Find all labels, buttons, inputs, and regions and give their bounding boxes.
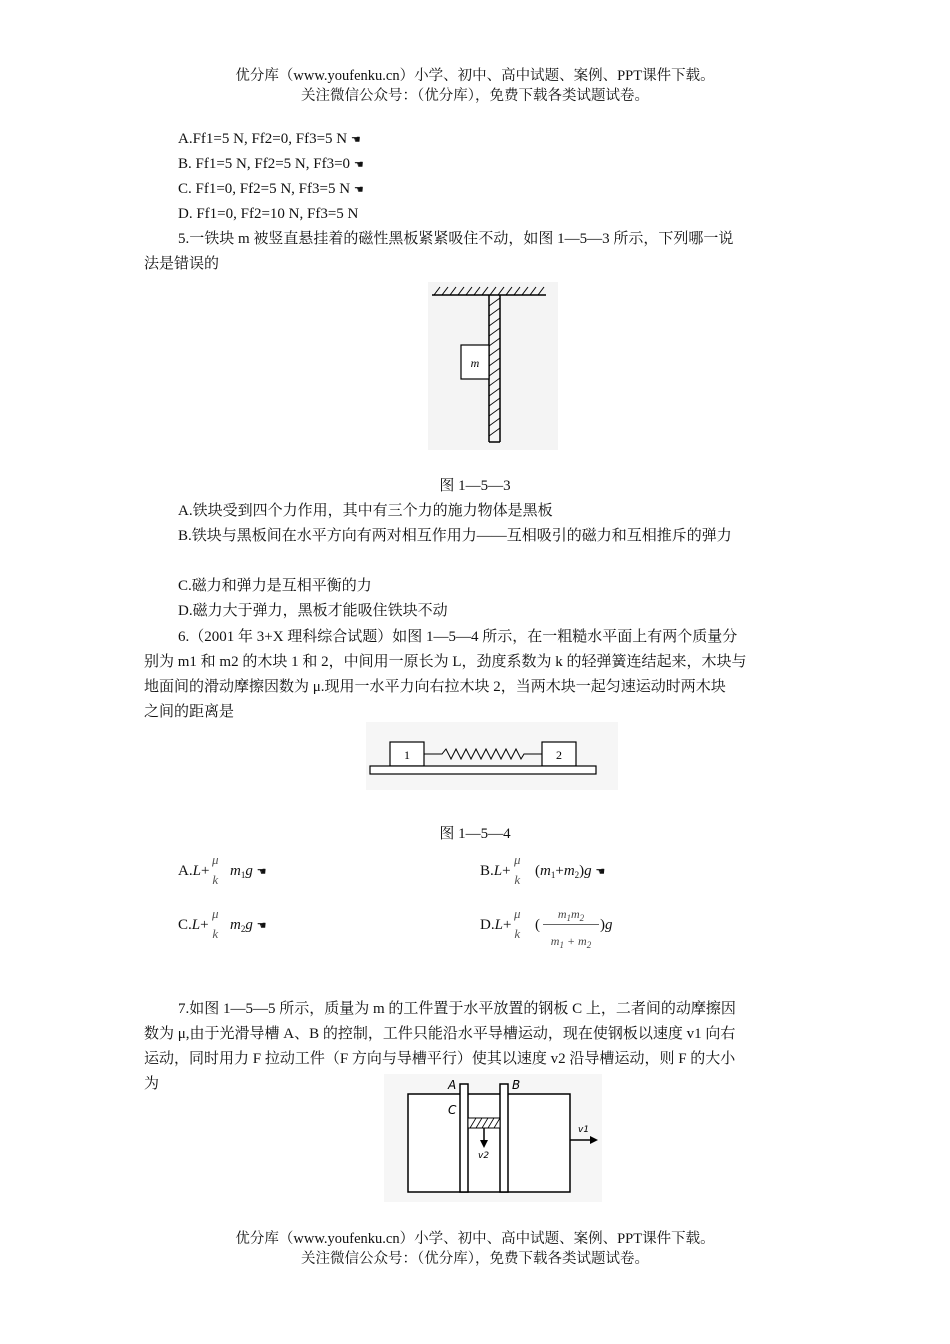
q5-stem-line-1: 5.一铁块 m 被竖直悬挂着的磁性黑板紧紧吸住不动，如图 1—5—3 所示，下列哪一说 xyxy=(178,231,734,247)
header-line-1: 优分库（www.youfenku.cn）小学、初中、高中试题、案例、PPT课件下载。 xyxy=(235,68,715,84)
label-guide-b: B xyxy=(512,1078,521,1092)
q5-option-d: D.磁力大于弹力，黑板才能吸住铁块不动 xyxy=(178,603,448,619)
q6-stem-line-3: 地面间的滑动摩擦因数为 μ.现用一水平力向右拉木块 2，当两木块一起匀速运动时两木块 xyxy=(144,679,726,695)
figure-1-5-4 xyxy=(366,722,618,790)
q4-option-c xyxy=(178,179,364,200)
hand-pointer-icon: ☚ xyxy=(353,159,364,171)
q4-option-a-text: A.Ff1=5 N, Ff2=0, Ff3=5 N xyxy=(178,131,348,147)
block-m-label: m xyxy=(470,356,480,370)
label-guide-a: A xyxy=(448,1078,457,1092)
q6-stem-line-2: 别为 m1 和 m2 的木块 1 和 2，中间用一原长为 L，劲度系数为 k 的轻弹簧连结起来，木块与 xyxy=(144,654,747,670)
q6-option-b-tail: $(m_1+m_2)g$ ☚ xyxy=(535,863,606,880)
q4-option-c-text: C. Ff1=0, Ff2=5 N, Ff3=5 N xyxy=(178,181,351,197)
figure-1-5-5 xyxy=(384,1074,602,1202)
q5-option-b: B.铁块与黑板间在水平方向有两对相互作用力——互相吸引的磁力和互相推斥的弹力 xyxy=(178,528,732,544)
hand-pointer-icon: ☚ xyxy=(350,134,361,146)
footer-line-2: 关注微信公众号：（优分库），免费下载各类试题试卷。 xyxy=(301,1251,649,1267)
hand-pointer-icon: ☚ xyxy=(256,866,267,878)
header-line-2: 关注微信公众号：（优分库），免费下载各类试题试卷。 xyxy=(301,88,649,104)
q4-option-a xyxy=(178,129,361,150)
label-v1: v1 xyxy=(578,1125,590,1135)
label-v2: v2 xyxy=(478,1151,490,1161)
q6-option-a: A.L+ xyxy=(178,863,210,879)
hand-pointer-icon: ☚ xyxy=(256,920,267,932)
q6-option-c-tail: $m_2g$ ☚ xyxy=(230,917,267,934)
fraction-m1m2-over-sum: $\frac{m_1m_2}{m_1 + m_2}$ xyxy=(543,904,599,951)
figure-1-5-3 xyxy=(428,282,558,450)
fraction-mu-over-k: μ k xyxy=(514,906,521,941)
q5-option-c: C.磁力和弹力是互相平衡的力 xyxy=(178,578,372,594)
q4-option-b xyxy=(178,154,364,175)
footer-line-1: 优分库（www.youfenku.cn）小学、初中、高中试题、案例、PPT课件下载。 xyxy=(235,1231,715,1247)
q7-stem-line-2: 数为 μ,由于光滑导槽 A、B 的控制，工件只能沿水平导槽运动，现在使钢板以速度 v1 向右 xyxy=(144,1026,736,1042)
figure-1-5-4-caption: 图 1—5—4 xyxy=(439,826,511,842)
block-1-label: 1 xyxy=(404,748,410,762)
q6-option-a-tail: $m_1g$ ☚ xyxy=(230,863,267,880)
label-plate-c: C xyxy=(448,1103,457,1117)
block-2-label: 2 xyxy=(556,748,562,762)
q6-option-d: D.L+ xyxy=(480,917,512,933)
q7-stem-line-3: 运动，同时用力 F 拉动工件（F 方向与导槽平行）使其以速度 v2 沿导槽运动，则 F 的大小 xyxy=(144,1051,736,1067)
q7-stem-line-1: 7.如图 1—5—5 所示，质量为 m 的工件置于水平放置的钢板 C 上，二者间的动摩擦因 xyxy=(178,1001,736,1017)
q6-option-c: C.L+ xyxy=(178,917,209,933)
fraction-mu-over-k: μ k xyxy=(212,852,219,887)
figure-1-5-3-caption: 图 1—5—3 xyxy=(439,478,511,494)
q5-stem-line-2: 法是错误的 xyxy=(144,256,220,272)
q5-option-a: A.铁块受到四个力作用，其中有三个力的施力物体是黑板 xyxy=(178,503,553,519)
q4-option-b-text: B. Ff1=5 N, Ff2=5 N, Ff3=0 xyxy=(178,156,351,172)
q6-option-b: B.L+ xyxy=(480,863,511,879)
q6-option-d-open-paren: ( xyxy=(535,917,540,933)
q4-option-d: D. Ff1=0, Ff2=10 N, Ff3=5 N xyxy=(178,206,359,222)
q7-stem-line-4: 为 xyxy=(144,1076,160,1092)
q6-stem-line-1: 6.（2001 年 3+X 理科综合试题）如图 1—5—4 所示，在一粗糙水平面上有两个质量分 xyxy=(178,629,738,645)
fraction-mu-over-k: μ k xyxy=(514,852,521,887)
fraction-mu-over-k: μ k xyxy=(212,906,219,941)
q6-stem-line-4: 之间的距离是 xyxy=(144,704,235,720)
q6-option-d-close: )g xyxy=(600,917,613,933)
hand-pointer-icon: ☚ xyxy=(353,184,364,196)
hand-pointer-icon: ☚ xyxy=(595,866,606,878)
